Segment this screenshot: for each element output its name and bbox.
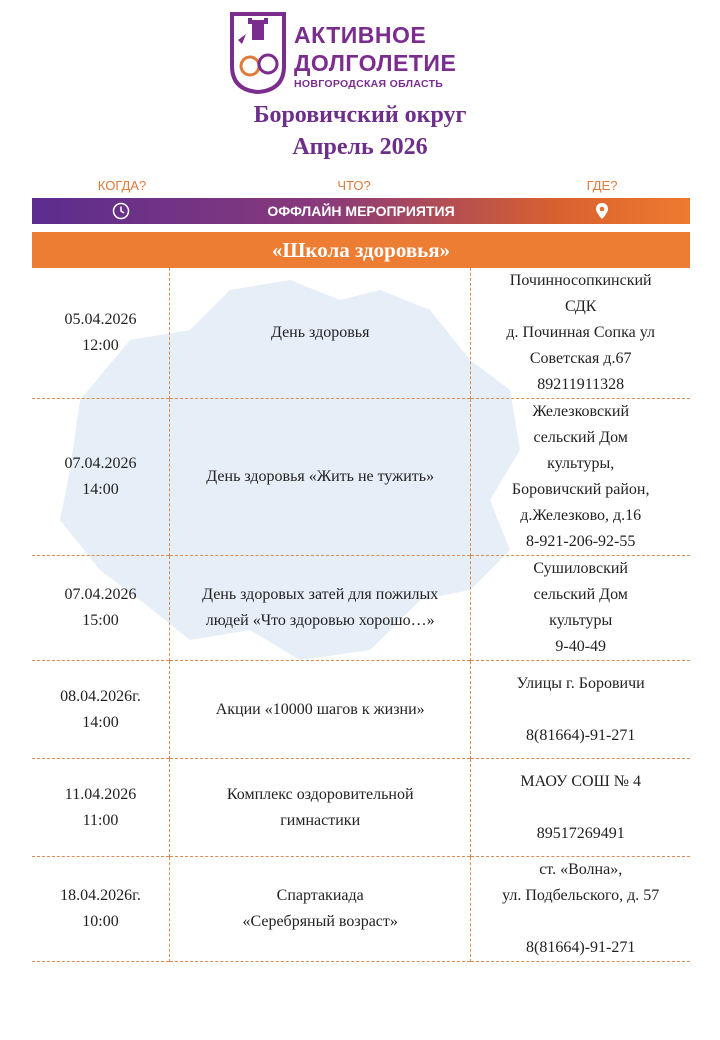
cell-text-line: культуры (549, 612, 613, 629)
cell-text-line: 89211911328 (537, 376, 625, 393)
section-title: «Школа здоровья» (32, 232, 690, 268)
what-label: ЧТО? (337, 178, 371, 193)
cell-text-line: людей «Что здоровью хорошо…» (205, 612, 435, 629)
cell-text-line: Советская д.67 (529, 350, 632, 367)
where-label: ГДЕ? (586, 178, 618, 193)
event-title-cell (170, 661, 471, 759)
event-date-cell (32, 857, 170, 962)
event-date-cell (32, 661, 170, 759)
cell-text-line: 12:00 (82, 337, 119, 354)
event-location-cell (471, 556, 690, 661)
event-row (32, 399, 690, 556)
cell-text-line: гимнастики (280, 811, 361, 829)
cell-text-line: 08.04.2026г. (60, 687, 141, 705)
cell-text-line: д. Починная Сопка ул (506, 324, 655, 341)
event-title-cell (170, 268, 471, 399)
cell-text-line: Сушиловский (533, 560, 628, 577)
cell-text-line: 14:00 (82, 481, 119, 498)
event-location-cell (471, 399, 690, 556)
location-pin-icon (594, 202, 610, 220)
event-row (32, 759, 690, 857)
cell-text-line: 11:00 (82, 811, 119, 829)
elderly-couple-crest-icon (228, 10, 288, 94)
cell-text-line: 07.04.2026 (64, 455, 137, 472)
cell-text-line: 8-921-206-92-55 (526, 533, 636, 550)
cell-text-line: Починносопкинский (509, 272, 652, 289)
cell-text-line: МАОУ СОШ № 4 (520, 772, 641, 790)
cell-text-line: 89517269491 (536, 824, 625, 842)
cell-text-line: д.Железково, д.16 (520, 507, 642, 524)
column-questions (32, 178, 690, 194)
offline-events-banner (32, 198, 690, 224)
cell-text-line: сельский Дом (533, 429, 628, 446)
cell-text-line: 10:00 (82, 913, 119, 930)
cell-text-line: Комплекс оздоровительной (226, 785, 414, 803)
when-label: КОГДА? (97, 178, 147, 193)
month-title: Апрель 2026 (292, 134, 428, 160)
cell-text-line: СДК (564, 298, 597, 315)
event-date-cell (32, 556, 170, 661)
cell-text-line: Железковский (532, 403, 630, 420)
cell-text-line (475, 697, 686, 723)
cell-text-line: 15:00 (82, 612, 119, 629)
cell-text-line: 05.04.2026 (64, 311, 137, 328)
cell-text-line: 18.04.2026г. (60, 887, 141, 904)
cell-text-line: День здоровья «Жить не тужить» (206, 468, 435, 485)
cell-text-line (475, 909, 686, 935)
event-location-cell (471, 857, 690, 962)
logo-line-1: АКТИВНОЕ (294, 22, 427, 48)
event-row (32, 661, 690, 759)
event-location-cell (471, 661, 690, 759)
logo-line-3: НОВГОРОДСКАЯ ОБЛАСТЬ (294, 78, 444, 90)
event-row (32, 857, 690, 962)
event-title-cell (170, 759, 471, 857)
cell-text-line: ст. «Волна», (539, 861, 623, 878)
cell-text-line: культуры, (547, 455, 615, 472)
schedule-table (32, 268, 690, 962)
cell-text-line: Улицы г. Боровичи (516, 674, 645, 692)
region-title: Боровичский округ (253, 102, 467, 128)
event-row (32, 268, 690, 399)
cell-text-line: 8(81664)-91-271 (526, 939, 636, 956)
cell-text-line: 14:00 (82, 713, 119, 731)
event-title-cell (170, 857, 471, 962)
event-row (32, 556, 690, 661)
cell-text-line: Боровичский район, (511, 481, 650, 498)
banner-label: ОФФЛАЙН МЕРОПРИЯТИЯ (267, 203, 455, 219)
cell-text-line: День здоровых затей для пожилых (202, 586, 439, 603)
cell-text-line: сельский Дом (533, 586, 628, 603)
cell-text-line: 11.04.2026 (64, 785, 137, 803)
logo (228, 10, 498, 96)
cell-text-line: 9-40-49 (555, 638, 607, 655)
cell-text-line (475, 795, 686, 821)
logo-line-2: ДОЛГОЛЕТИЕ (294, 50, 457, 76)
cell-text-line: Акции «10000 шагов к жизни» (215, 700, 425, 718)
event-location-cell (471, 759, 690, 857)
cell-text-line: ул. Подбельского, д. 57 (502, 887, 660, 904)
event-date-cell (32, 268, 170, 399)
event-date-cell (32, 399, 170, 556)
event-date-cell (32, 759, 170, 857)
cell-text-line: Спартакиада (276, 887, 364, 904)
cell-text-line: 07.04.2026 (64, 586, 137, 603)
cell-text-line: «Серебряный возраст» (242, 913, 398, 930)
cell-text-line: 8(81664)-91-271 (526, 726, 636, 744)
event-location-cell (471, 268, 690, 399)
event-title-cell (170, 556, 471, 661)
event-title-cell (170, 399, 471, 556)
cell-text-line: День здоровья (270, 324, 370, 341)
